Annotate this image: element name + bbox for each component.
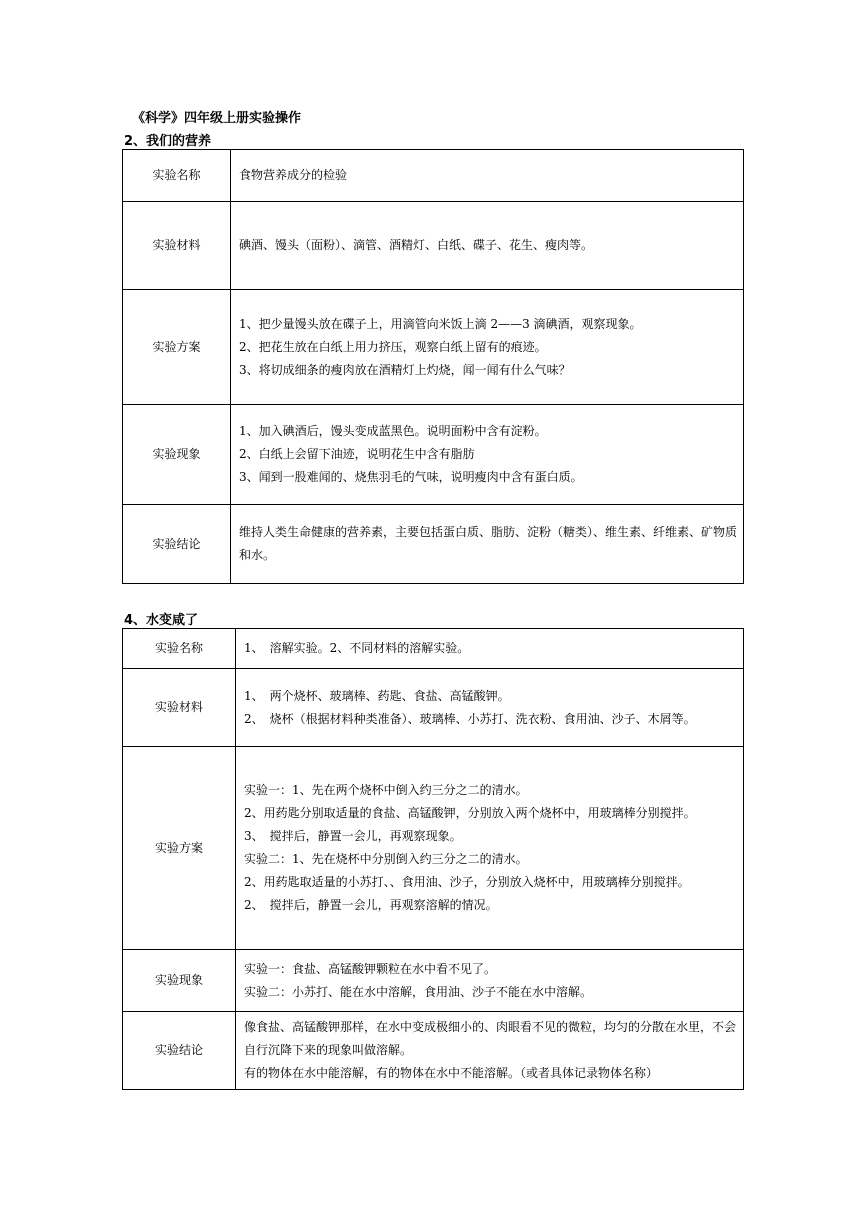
content-line: 2、把花生放在白纸上用力挤压，观察白纸上留有的痕迹。 xyxy=(239,339,547,354)
row-content xyxy=(236,1012,744,1090)
row-label: 实验材料 xyxy=(123,669,236,747)
content-line: 1、 溶解实验。2、不同材料的溶解实验。 xyxy=(244,641,470,655)
row-label: 实验材料 xyxy=(123,202,231,290)
row-content xyxy=(231,405,744,505)
content-line: 有的物体在水中能溶解，有的物体在水中不能溶解。（或者具体记录物体名称） xyxy=(244,1066,659,1080)
content-line: 3、闻到一股难闻的、烧焦羽毛的气味，说明瘦肉中含有蛋白质。 xyxy=(239,470,583,484)
content-line: 食物营养成分的检验 xyxy=(239,168,348,182)
row-label: 实验结论 xyxy=(123,505,231,584)
table-row xyxy=(123,202,744,290)
content-line: 实验一：食盐、高锰酸钾颗粒在水中看不见了。 xyxy=(244,961,497,976)
content-line: 实验一：1、先在两个烧杯中倒入约三分之二的清水。 xyxy=(244,783,528,797)
content-line: 实验二：1、先在烧杯中分别倒入约三分之二的清水。 xyxy=(244,852,528,866)
content-line: 1、把少量馒头放在碟子上，用滴管向米饭上滴 2——3 滴碘酒，观察现象。 xyxy=(239,316,642,331)
content-line: 2、 烧杯（根据材料种类准备）、玻璃棒、小苏打、洗衣粉、食用油、沙子、木屑等。 xyxy=(244,711,696,726)
nutrition-experiment-table xyxy=(122,149,744,584)
table-row xyxy=(123,150,744,202)
row-content xyxy=(236,950,744,1012)
dissolving-experiment-table xyxy=(122,628,744,1090)
table-row xyxy=(123,950,744,1012)
table-row xyxy=(123,290,744,405)
row-content xyxy=(236,747,744,950)
content-line: 维持人类生命健康的营养素，主要包括蛋白质、脂肪、淀粉（糖类）、维生素、纤维素、矿物质和水。 xyxy=(239,525,738,562)
content-line: 2、白纸上会留下油迹，说明花生中含有脂肪 xyxy=(239,447,475,461)
content-line: 1、加入碘酒后，馒头变成蓝黑色。说明面粉中含有淀粉。 xyxy=(239,424,547,438)
table-row xyxy=(123,405,744,505)
row-content xyxy=(231,290,744,405)
row-content xyxy=(231,202,744,290)
content-line: 3、 搅拌后，静置一会儿，再观察现象。 xyxy=(244,829,462,843)
content-line: 2、用药匙分别取适量的食盐、高锰酸钾，分别放入两个烧杯中，用玻璃棒分别搅拌。 xyxy=(244,806,696,820)
table-row xyxy=(123,505,744,584)
row-label: 实验方案 xyxy=(123,747,236,950)
table-row xyxy=(123,747,744,950)
content-line: 实验二：小苏打、能在水中溶解，食用油、沙子不能在水中溶解。 xyxy=(244,984,593,999)
content-line: 1、 两个烧杯、玻璃棒、药匙、食盐、高锰酸钾。 xyxy=(244,688,510,703)
table-row xyxy=(123,629,744,669)
row-label: 实验方案 xyxy=(123,290,231,405)
content-line: 2、用药匙取适量的小苏打、、食用油、沙子，分别放入烧杯中，用玻璃棒分别搅拌。 xyxy=(244,875,690,889)
table-row xyxy=(123,669,744,747)
row-label: 实验现象 xyxy=(123,405,231,505)
row-label: 实验结论 xyxy=(123,1012,236,1090)
row-content xyxy=(231,150,744,202)
section-title-nutrition: 2、我们的营养 xyxy=(124,134,212,149)
document-title: 《科学》四年级上册实验操作 xyxy=(132,111,302,126)
content-line: 3、将切成细条的瘦肉放在酒精灯上灼烧，闻一闻有什么气味？ xyxy=(239,362,571,377)
row-label: 实验名称 xyxy=(123,629,236,669)
row-content xyxy=(236,669,744,747)
content-line: 碘酒、馒头（面粉）、滴管、酒精灯、白纸、碟子、花生、瘦肉等。 xyxy=(239,238,594,252)
row-label: 实验现象 xyxy=(123,950,236,1012)
content-line: 2、 搅拌后，静置一会儿，再观察溶解的情况。 xyxy=(244,898,498,912)
row-label: 实验名称 xyxy=(123,150,231,202)
row-content xyxy=(231,505,744,584)
content-line: 像食盐、高锰酸钾那样，在水中变成极细小的、肉眼看不见的微粒，均匀的分散在水里，不会自行沉降下来的现象叫做溶解。 xyxy=(244,1020,737,1057)
section-title-salty-water: 4、水变咸了 xyxy=(124,613,199,628)
table-row xyxy=(123,1012,744,1090)
row-content xyxy=(236,629,744,669)
